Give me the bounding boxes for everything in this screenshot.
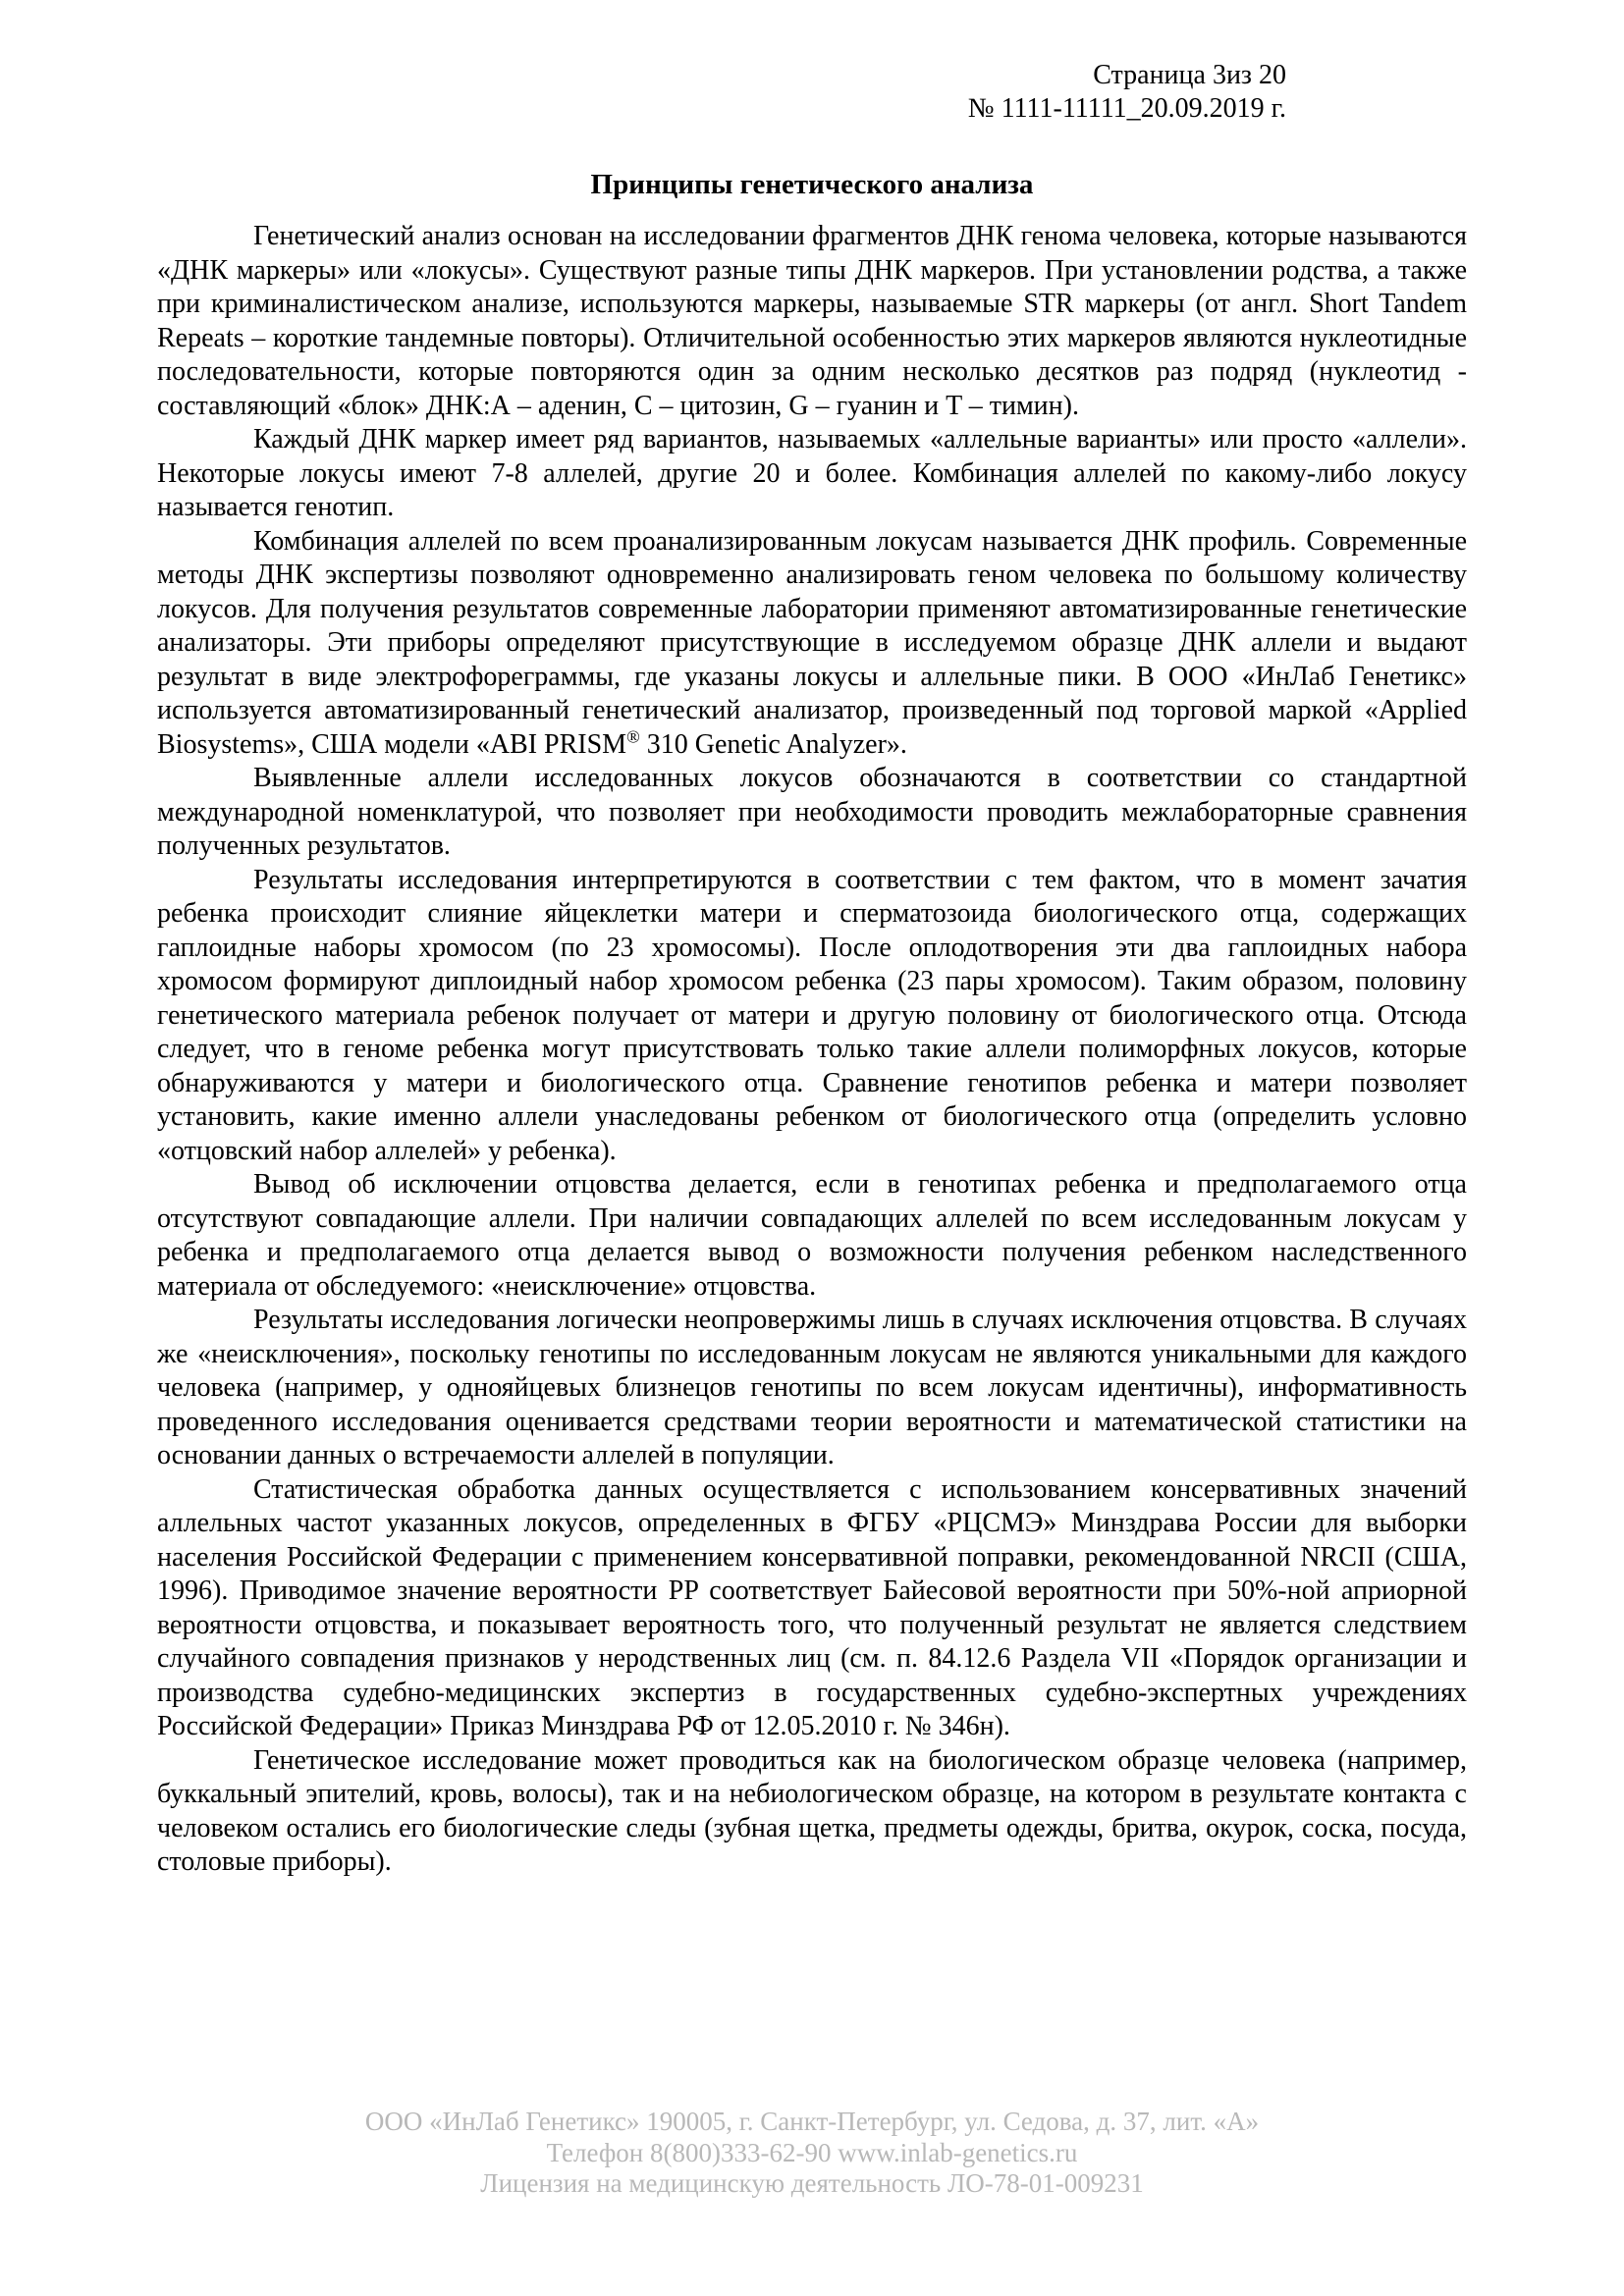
- paragraph-alleles: Каждый ДНК маркер имеет ряд вариантов, называемых «аллельные варианты» или просто «аллели». Некоторые локусы имеют 7-8 аллелей, другие 20 и более. Комбинация аллелей по какому-либо локусу называется генотип.: [157, 424, 1467, 522]
- paragraph-sample-types: Генетическое исследование может проводиться как на биологическом образце человека (например, буккальный эпителий, кровь, волосы), так и на небиологическом образце, на котором в результате контакта с человеком остались его биологические следы (зубная щетка, предметы одежды, бритва, окурок, соска, посуда, столовые приборы).: [157, 1744, 1467, 1877]
- paragraph-dna-markers: Генетический анализ основан на исследовании фрагментов ДНК генома человека, которые называются «ДНК маркеры» или «локусы». Существуют разные типы ДНК маркеров. При установлении родства, а также при криминалистическом анализе, используются маркеры, называемые STR маркеры (от англ. Short Tandem Repeats – короткие тандемные повторы). Отличительной особенностью этих маркеров являются нуклеотидные последовательности, которые повторяются один за одним несколько десятков раз подряд (нуклеотид - составляющий «блок» ДНК:А – аденин, C – цитозин, G – гуанин и T – тимин).: [157, 221, 1467, 421]
- paragraph-results-logic: Результаты исследования логически неопровержимы лишь в случаях исключения отцовства. В случаях же «неисключения», поскольку генотипы по исследованным локусам не являются уникальными для каждого человека (например, у однояйцевых близнецов генотипы по всем локусам идентичны), информативность проведенного исследования оценивается средствами теории вероятности и математической статистики на основании данных о встречаемости аллелей в популяции.: [157, 1305, 1467, 1470]
- page-number-label: Страница 3из 20: [1093, 60, 1286, 90]
- paragraph-dna-profile: [157, 525, 1467, 763]
- paragraph-nomenclature: Выявленные аллели исследованных локусов обозначаются в соответствии со стандартной международной номенклатурой, что позволяет при необходимости проводить межлабораторные сравнения полученных результатов.: [157, 763, 1467, 861]
- registered-trademark-symbol: ®: [626, 726, 640, 747]
- paragraph-paternity-exclusion: Вывод об исключении отцовства делается, если в генотипах ребенка и предполагаемого отца отсутствуют совпадающие аллели. При наличии совпадающих аллелей по всем исследованным локусам у ребенка и предполагаемого отца делается вывод о возможности получения ребенком наследственного материала от обследуемого: «неисключение» отцовства.: [157, 1169, 1467, 1302]
- paragraph-statistics: Статистическая обработка данных осуществляется с использованием консервативных значений аллельных частот указанных локусов, определенных в ФГБУ «РЦСМЭ» Минздрава России для выборки населения Российской Федерации с применением консервативной поправки, рекомендованной NRCII (США, 1996). Приводимое значение вероятности PP соответствует Байесовой вероятности при 50%-ной априорной вероятности отцовства, и показывает вероятность того, что полученный результат не является следствием случайного совпадения признаков у неродственных лиц (см. п. 84.12.6 Раздела VII «Порядок организации и производства судебно-медицинских экспертиз в государственных судебно-экспертных учреждениях Российской Федерации» Приказ Минздрава РФ от 12.05.2010 г. № 346н).: [157, 1473, 1467, 1741]
- paragraph-text-part: Комбинация аллелей по всем проанализированным локусам называется ДНК профиль. Современные методы ДНК экспертизы позволяют одновременно анализировать геном человека по большому количеству локусов. Для получения результатов современные лаборатории применяют автоматизированные генетические анализаторы. Эти приборы определяют присутствующие в исследуемом образце ДНК аллели и выдают результат в виде электрофореграммы, где указаны локусы и аллельные пики. В ООО «ИнЛаб Генетикс» используется автоматизированный генетический анализатор, произведенный под торговой маркой «Applied Biosystems», США модели «ABI PRISM: [157, 525, 1467, 760]
- paragraph-interpretation: Результаты исследования интерпретируются в соответствии с тем фактом, что в момент зачатия ребенка происходит слияние яйцеклетки матери и сперматозоида биологического отца, содержащих гаплоидные наборы хромосом (по 23 хромосомы). После оплодотворения эти два гаплоидных набора хромосом формируют диплоидный набор хромосом ребенка (23 пары хромосом). Таким образом, половину генетического материала ребенок получает от матери и другую половину от биологического отца. Отсюда следует, что в геноме ребенка могут присутствовать только такие аллели полиморфных локусов, которые обнаруживаются у матери и биологического отца. Сравнение генотипов ребенка и матери позволяет установить, какие именно аллели унаследованы ребенком от биологического отца (определить условно «отцовский набор аллелей» у ребенка).: [157, 864, 1467, 1166]
- page-footer: [157, 2107, 1467, 2200]
- page-header: [968, 59, 1286, 126]
- paragraph-text-part: 310 Genetic Analyzer».: [639, 728, 907, 760]
- document-number-label: № 1111-11111_20.09.2019 г.: [967, 93, 1286, 124]
- footer-license: Лицензия на медицинскую деятельность ЛО-78-01-009231: [480, 2168, 1144, 2198]
- page-title: Принципы генетического анализа: [590, 169, 1034, 200]
- footer-phone-website: Телефон 8(800)333-62-90 www.inlab-genetics.ru: [546, 2137, 1078, 2167]
- document-body: [157, 167, 1467, 1880]
- footer-company-address: ООО «ИнЛаб Генетикс» 190005, г. Санкт-Петербург, ул. Седова, д. 37, лит. «А»: [364, 2107, 1260, 2136]
